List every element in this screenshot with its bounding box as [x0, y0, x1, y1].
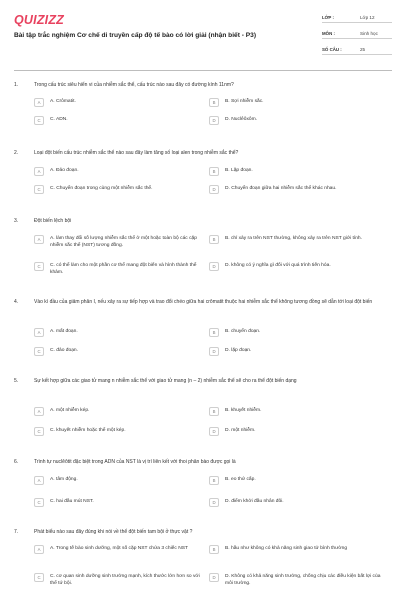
option-text: D. điểm khởi đầu nhân đôi. — [225, 499, 284, 504]
option-letter-box: C — [34, 347, 44, 356]
worksheet-header — [0, 0, 400, 72]
question-text: Đột biến lệch bội — [34, 218, 72, 224]
option-a[interactable] — [34, 329, 204, 337]
question-text: Trình tự nuclêôtit đặc biệt trong ADN của NST là vị trí liên kết với thoi phân bào được gọi là — [34, 459, 236, 465]
option-text: B. chuyển đoạn. — [225, 329, 261, 334]
option-a[interactable] — [34, 236, 204, 249]
header-divider — [14, 70, 392, 71]
option-c[interactable] — [34, 428, 204, 436]
option-letter-box: B — [209, 328, 219, 337]
option-letter-box: C — [34, 185, 44, 194]
meta-grade-row — [322, 10, 392, 23]
option-a[interactable] — [34, 168, 204, 176]
option-c[interactable] — [34, 263, 204, 276]
option-letter-box: A — [34, 167, 44, 176]
option-letter-box: B — [209, 98, 219, 107]
option-text: B. chỉ xảy ra trên NST thường, không xảy ra trên NST giới tính. — [225, 236, 362, 241]
question-number: 1. — [14, 82, 19, 88]
option-letter-box: C — [34, 573, 44, 582]
option-letter-box: D — [209, 427, 219, 436]
option-text: A. mất đoạn. — [50, 329, 78, 334]
option-c[interactable] — [34, 186, 204, 194]
question-4 — [14, 299, 392, 354]
option-text: D. Chuyển đoạn giữa hai nhiễm sắc thể khác nhau. — [225, 186, 337, 191]
option-text: A. làm thay đổi số lượng nhiễm sắc thể ở một hoặc toàn bộ các cặp nhiễm sắc thể (NST) tương đồng. — [50, 236, 197, 248]
option-letter-box: B — [209, 167, 219, 176]
question-stem — [14, 218, 392, 225]
option-b[interactable] — [209, 236, 387, 244]
option-text: B. eo thứ cấp. — [225, 477, 256, 482]
question-number: 7. — [14, 529, 19, 535]
option-letter-box: A — [34, 98, 44, 107]
option-letter-box: D — [209, 116, 219, 125]
question-text: Vào kì đầu của giảm phân I, nếu xảy ra sự tiếp hợp và trao đổi chéo giữa hai crômatit thuộc hai nhiễm sắc thể không tương đồng sẽ dẫn tới loại đột biến — [34, 299, 373, 305]
question-5 — [14, 378, 392, 434]
option-d[interactable] — [209, 428, 387, 436]
option-text: C. ADN. — [50, 117, 68, 122]
option-text: D. không có ý nghĩa gì đối với quá trình tiến hóa. — [225, 263, 331, 268]
option-c[interactable] — [34, 348, 204, 356]
option-text: B. Lặp đoạn. — [225, 168, 253, 173]
option-a[interactable] — [34, 99, 204, 107]
option-letter-box: A — [34, 545, 44, 554]
worksheet-meta — [322, 10, 392, 58]
question-6 — [14, 459, 392, 505]
option-c[interactable] — [34, 117, 204, 125]
question-3 — [14, 218, 392, 275]
option-text: B. Sợi nhiễm sắc. — [225, 99, 264, 104]
option-letter-box: C — [34, 116, 44, 125]
option-c[interactable] — [34, 499, 204, 507]
option-text: B. hầu như không có khả năng sinh giao tử bình thường — [225, 546, 348, 551]
option-letter-box: D — [209, 185, 219, 194]
meta-subject-value: Sinh học — [360, 31, 378, 36]
question-stem — [14, 150, 392, 157]
option-b[interactable] — [209, 168, 387, 176]
option-text: C. có thể làm cho một phần cơ thể mang đột biến và hình thành thể khảm. — [50, 263, 197, 275]
option-letter-box: B — [209, 545, 219, 554]
meta-subject-row — [322, 26, 392, 39]
question-text: Loại đột biến cấu trúc nhiễm sắc thể nào sau đây làm tăng số loại alen trong nhiễm sắc thể? — [34, 150, 239, 156]
option-b[interactable] — [209, 477, 387, 485]
question-number: 6. — [14, 459, 19, 465]
option-a[interactable] — [34, 546, 204, 554]
quizizz-logo: QUIZIZZ — [14, 13, 65, 27]
option-text: A. Trong tế bào sinh dưỡng, một số cặp NST chứa 3 chiếc NST — [50, 546, 188, 551]
meta-count-value: 25 — [360, 47, 366, 52]
option-letter-box: B — [209, 407, 219, 416]
question-number: 2. — [14, 150, 19, 156]
option-text: D. lặp đoạn. — [225, 348, 252, 353]
option-letter-box: C — [34, 262, 44, 271]
option-text: C. hai đầu mút NST. — [50, 499, 94, 504]
option-text: A. tâm động. — [50, 477, 78, 482]
question-stem — [14, 378, 392, 385]
option-letter-box: D — [209, 262, 219, 271]
option-text: D. Không có khả năng sinh trưởng, chống chịu các điều kiện bất lợi của môi trường. — [225, 574, 381, 586]
question-stem — [14, 82, 392, 89]
option-text: B. khuyết nhiễm. — [225, 408, 262, 413]
option-letter-box: C — [34, 498, 44, 507]
option-d[interactable] — [209, 574, 387, 587]
option-c[interactable] — [34, 574, 204, 587]
option-b[interactable] — [209, 99, 387, 107]
option-letter-box: C — [34, 427, 44, 436]
option-a[interactable] — [34, 477, 204, 485]
question-stem — [14, 299, 392, 306]
worksheet-title: Bài tập trắc nghiệm Cơ chế di truyền cấp độ tế bào có lời giải (nhận biết - P3) — [14, 32, 257, 39]
option-d[interactable] — [209, 348, 387, 356]
option-letter-box: B — [209, 235, 219, 244]
question-stem — [14, 459, 392, 466]
option-letter-box: D — [209, 347, 219, 356]
option-letter-box: A — [34, 235, 44, 244]
option-b[interactable] — [209, 329, 387, 337]
question-text: Trong cấu trúc siêu hiển vi của nhiễm sắc thể, cấu trúc nào sau đây có đường kính 11nm? — [34, 82, 234, 88]
question-text: Sự kết hợp giữa các giao tử mang n nhiễm sắc thể với giao tử mang (n – 2) nhiễm sắc thể sẽ cho ra thể đột biến dạng — [34, 378, 297, 384]
option-b[interactable] — [209, 408, 387, 416]
option-text: D. một nhiễm. — [225, 428, 256, 433]
meta-count-row — [322, 42, 392, 55]
option-text: A. Đảo đoạn. — [50, 168, 79, 173]
option-letter-box: A — [34, 407, 44, 416]
meta-subject-label: MÔN : — [322, 31, 335, 36]
question-1 — [14, 82, 392, 123]
option-letter-box: D — [209, 573, 219, 582]
meta-count-label: SỐ CÂU : — [322, 47, 342, 52]
option-b[interactable] — [209, 546, 387, 554]
option-a[interactable] — [34, 408, 204, 416]
option-letter-box: A — [34, 476, 44, 485]
option-text: C. đảo đoạn. — [50, 348, 79, 353]
option-text: A. Crômatit. — [50, 99, 76, 104]
question-stem — [14, 529, 392, 536]
option-d[interactable] — [209, 117, 387, 125]
option-letter-box: A — [34, 328, 44, 337]
option-text: A. một nhiễm kép. — [50, 408, 90, 413]
option-text: C. Chuyển đoạn trong cùng một nhiễm sắc thể. — [50, 186, 153, 191]
option-d[interactable] — [209, 186, 387, 194]
option-d[interactable] — [209, 263, 387, 271]
option-text: D. Nuclêôxôm. — [225, 117, 258, 122]
meta-grade-label: LỚP : — [322, 15, 334, 20]
option-letter-box: D — [209, 498, 219, 507]
question-number: 3. — [14, 218, 19, 224]
option-d[interactable] — [209, 499, 387, 507]
question-number: 4. — [14, 299, 19, 305]
question-2 — [14, 150, 392, 192]
meta-grade-value: Lớp 12 — [360, 15, 375, 20]
option-text: C. cơ quan sinh dưỡng sinh trưởng mạnh, kích thước lớn hơn so với thể tứ bội. — [50, 574, 200, 586]
question-text: Phát biểu nào sau đây đúng khi nói về thể đột biến tam bội ở thực vật ? — [34, 529, 193, 535]
option-text: C. khuyết nhiễm hoặc thể một kép. — [50, 428, 126, 433]
question-7 — [14, 529, 392, 586]
question-number: 5. — [14, 378, 19, 384]
option-letter-box: B — [209, 476, 219, 485]
